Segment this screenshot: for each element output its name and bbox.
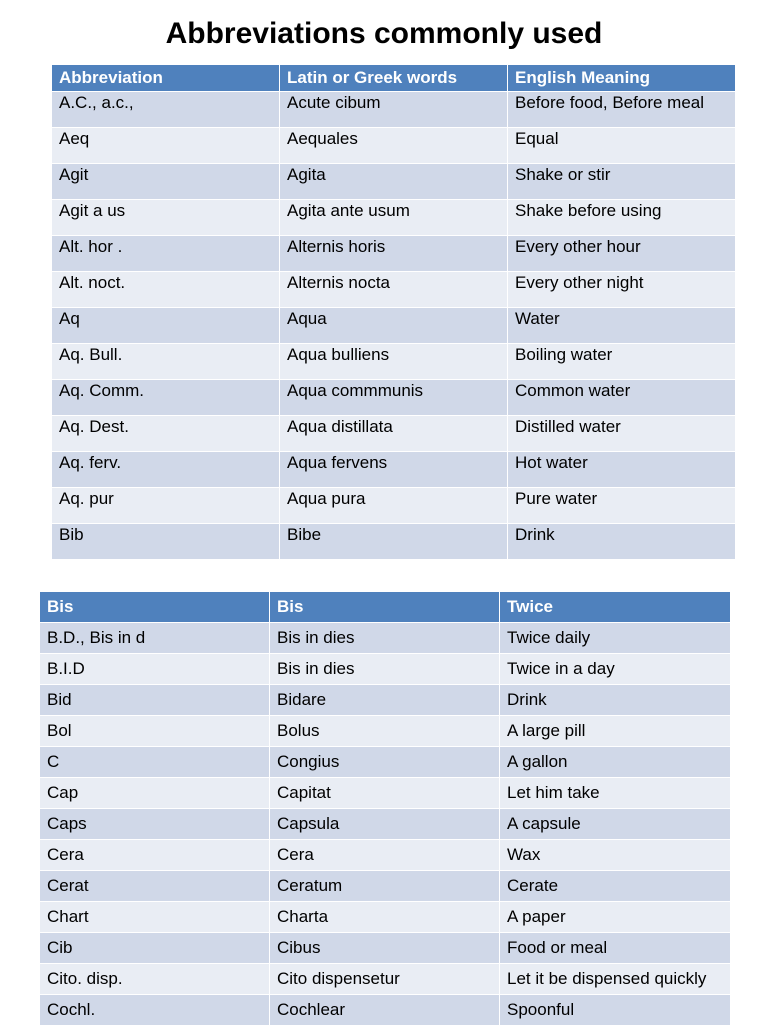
meaning-cell: A gallon — [500, 747, 731, 778]
meaning-cell: Distilled water — [508, 416, 736, 452]
abbreviation-cell: Aq. Comm. — [52, 380, 280, 416]
meaning-cell: A large pill — [500, 716, 731, 747]
latin-cell: Bibe — [280, 524, 508, 560]
table-row — [52, 236, 736, 272]
meaning-cell: A capsule — [500, 809, 731, 840]
meaning-cell: Drink — [500, 685, 731, 716]
table-row — [40, 654, 731, 685]
meaning-cell: Shake or stir — [508, 164, 736, 200]
meaning-cell: Water — [508, 308, 736, 344]
meaning-cell: Wax — [500, 840, 731, 871]
abbreviation-cell: B.D., Bis in d — [40, 623, 270, 654]
column-header: English Meaning — [508, 65, 736, 92]
latin-cell: Alternis nocta — [280, 272, 508, 308]
abbreviation-cell: B.I.D — [40, 654, 270, 685]
table-row — [40, 778, 731, 809]
abbreviation-cell: Cap — [40, 778, 270, 809]
meaning-cell: Hot water — [508, 452, 736, 488]
meaning-cell: Every other night — [508, 272, 736, 308]
abbreviation-cell: Chart — [40, 902, 270, 933]
latin-cell: Agita ante usum — [280, 200, 508, 236]
table-header-row — [52, 65, 736, 92]
latin-cell: Aqua bulliens — [280, 344, 508, 380]
abbreviation-cell: Aq. Bull. — [52, 344, 280, 380]
meaning-cell: Cerate — [500, 871, 731, 902]
abbreviation-cell: Agit a us — [52, 200, 280, 236]
abbreviation-cell: Cerat — [40, 871, 270, 902]
abbreviation-cell: Aeq — [52, 128, 280, 164]
abbreviation-cell: Cito. disp. — [40, 964, 270, 995]
table-row — [52, 164, 736, 200]
meaning-cell: Let him take — [500, 778, 731, 809]
table-row — [40, 964, 731, 995]
meaning-cell: Common water — [508, 380, 736, 416]
table-row — [40, 716, 731, 747]
latin-cell: Aqua distillata — [280, 416, 508, 452]
table-row — [52, 272, 736, 308]
table-row — [52, 344, 736, 380]
latin-cell: Bidare — [270, 685, 500, 716]
abbreviation-cell: Alt. noct. — [52, 272, 280, 308]
table-row — [52, 416, 736, 452]
table-row — [52, 524, 736, 560]
latin-cell: Aqua — [280, 308, 508, 344]
meaning-cell: Drink — [508, 524, 736, 560]
meaning-cell: Spoonful — [500, 995, 731, 1026]
column-header: Bis — [270, 592, 500, 623]
abbreviation-cell: A.C., a.c., — [52, 92, 280, 128]
latin-cell: Cibus — [270, 933, 500, 964]
meaning-cell: Twice daily — [500, 623, 731, 654]
column-header: Twice — [500, 592, 731, 623]
meaning-cell: Twice in a day — [500, 654, 731, 685]
latin-cell: Charta — [270, 902, 500, 933]
latin-cell: Alternis horis — [280, 236, 508, 272]
latin-cell: Aqua commmunis — [280, 380, 508, 416]
abbreviation-cell: Aq. ferv. — [52, 452, 280, 488]
meaning-cell: Let it be dispensed quickly — [500, 964, 731, 995]
table-header-row — [40, 592, 731, 623]
meaning-cell: A paper — [500, 902, 731, 933]
latin-cell: Bis in dies — [270, 654, 500, 685]
table-row — [40, 623, 731, 654]
latin-cell: Cochlear — [270, 995, 500, 1026]
abbreviations-table-1 — [51, 64, 736, 560]
table-row — [40, 902, 731, 933]
latin-cell: Cito dispensetur — [270, 964, 500, 995]
table-row — [52, 488, 736, 524]
column-header: Bis — [40, 592, 270, 623]
table-row — [52, 308, 736, 344]
table-row — [40, 871, 731, 902]
latin-cell: Capitat — [270, 778, 500, 809]
table-row — [40, 933, 731, 964]
latin-cell: Cera — [270, 840, 500, 871]
table-row — [40, 747, 731, 778]
table-row — [52, 200, 736, 236]
latin-cell: Acute cibum — [280, 92, 508, 128]
meaning-cell: Shake before using — [508, 200, 736, 236]
abbreviation-cell: Aq. pur — [52, 488, 280, 524]
column-header: Latin or Greek words — [280, 65, 508, 92]
latin-cell: Capsula — [270, 809, 500, 840]
abbreviation-cell: Cib — [40, 933, 270, 964]
abbreviation-cell: Aq. Dest. — [52, 416, 280, 452]
meaning-cell: Boiling water — [508, 344, 736, 380]
page-title: Abbreviations commonly used — [165, 17, 603, 50]
abbreviation-cell: Bib — [52, 524, 280, 560]
latin-cell: Aqua pura — [280, 488, 508, 524]
abbreviation-cell: Alt. hor . — [52, 236, 280, 272]
table-row — [52, 380, 736, 416]
abbreviations-table-2 — [39, 591, 731, 1026]
abbreviation-cell: C — [40, 747, 270, 778]
latin-cell: Bolus — [270, 716, 500, 747]
abbreviation-cell: Cochl. — [40, 995, 270, 1026]
latin-cell: Agita — [280, 164, 508, 200]
meaning-cell: Equal — [508, 128, 736, 164]
abbreviation-cell: Bid — [40, 685, 270, 716]
column-header: Abbreviation — [52, 65, 280, 92]
meaning-cell: Food or meal — [500, 933, 731, 964]
meaning-cell: Every other hour — [508, 236, 736, 272]
latin-cell: Aequales — [280, 128, 508, 164]
latin-cell: Ceratum — [270, 871, 500, 902]
abbreviation-cell: Agit — [52, 164, 280, 200]
table-row — [40, 840, 731, 871]
table-row — [52, 128, 736, 164]
table-row — [40, 685, 731, 716]
abbreviation-cell: Cera — [40, 840, 270, 871]
latin-cell: Congius — [270, 747, 500, 778]
latin-cell: Bis in dies — [270, 623, 500, 654]
abbreviation-cell: Aq — [52, 308, 280, 344]
abbreviation-cell: Bol — [40, 716, 270, 747]
abbreviation-cell: Caps — [40, 809, 270, 840]
table-row — [52, 452, 736, 488]
table-row — [52, 92, 736, 128]
latin-cell: Aqua fervens — [280, 452, 508, 488]
table-row — [40, 995, 731, 1026]
table-row — [40, 809, 731, 840]
meaning-cell: Before food, Before meal — [508, 92, 736, 128]
meaning-cell: Pure water — [508, 488, 736, 524]
